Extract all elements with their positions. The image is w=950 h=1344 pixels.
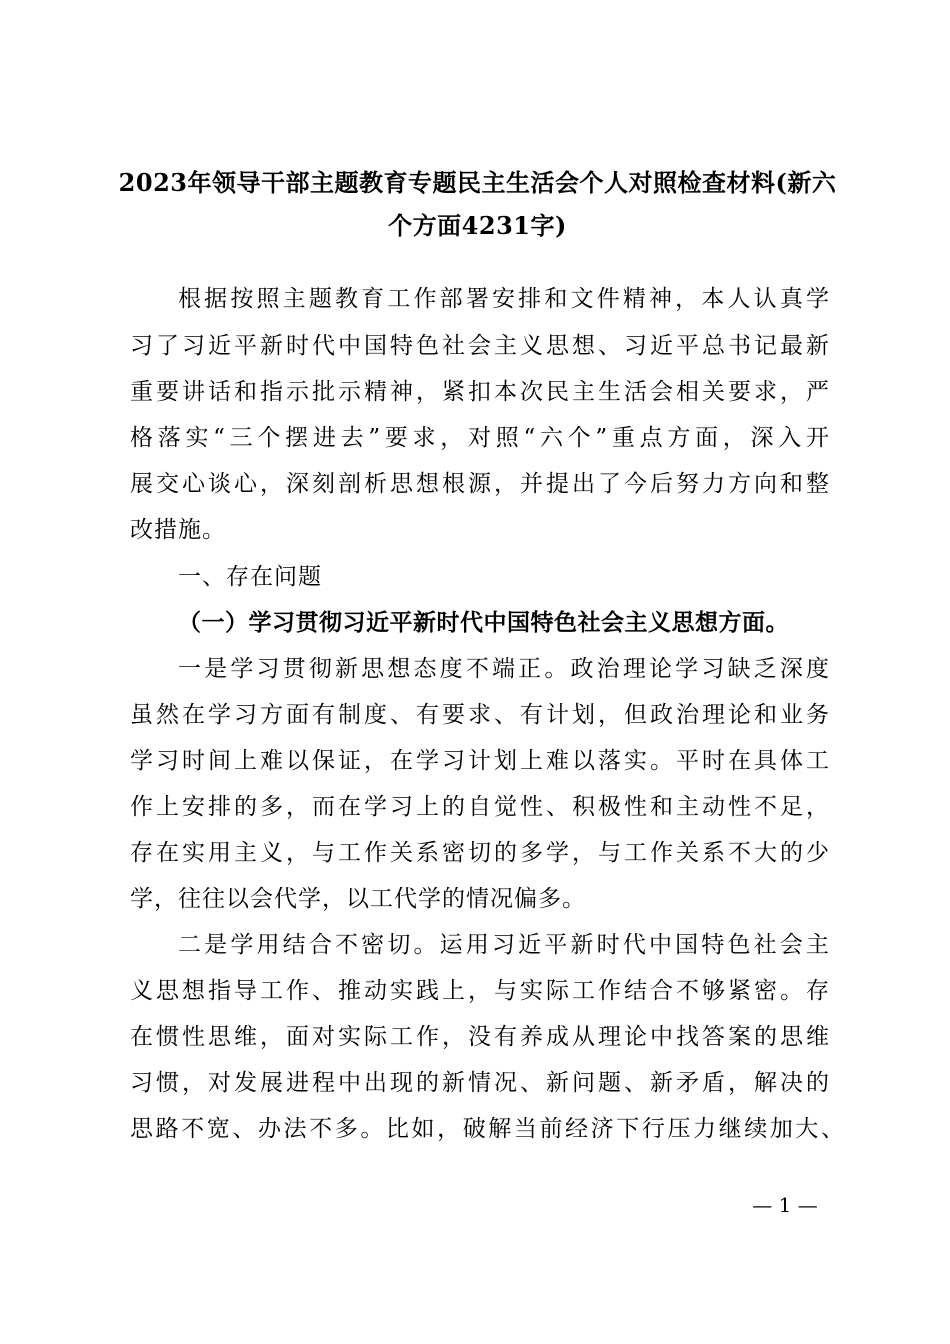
subsection-heading: （一）学习贯彻习近平新时代中国特色社会主义思想方面。	[178, 609, 789, 636]
page-number: — 1 —	[752, 1193, 818, 1217]
intro-line: 展交心谈心，深刻剖析思想根源，并提出了今后努力方向和整	[130, 471, 830, 497]
paragraph-line: 思路不宽、办法不多。比如，破解当前经济下行压力继续加大、	[130, 1116, 845, 1142]
intro-line: 改措施。	[130, 517, 226, 543]
paragraph-line: 义思想指导工作、推动实践上，与实际工作结合不够紧密。存	[130, 978, 830, 1004]
intro-line: 格落实“三个摆进去”要求，对照“六个”重点方面，深入开	[130, 425, 830, 451]
intro-line: 根据按照主题教育工作部署安排和文件精神，本人认真学	[178, 286, 830, 312]
paragraph-line: 存在实用主义，与工作关系密切的多学，与工作关系不大的少	[130, 840, 830, 866]
intro-line: 重要讲话和指示批示精神，紧扣本次民主生活会相关要求，严	[130, 379, 830, 405]
paragraph-line: 一是学习贯彻新思想态度不端正。政治理论学习缺乏深度	[178, 656, 830, 682]
paragraph-line: 学习时间上难以保证，在学习计划上难以落实。平时在具体工	[130, 748, 830, 774]
paragraph-line: 在惯性思维，面对实际工作，没有养成从理论中找答案的思维	[130, 1024, 830, 1050]
paragraph-line: 二是学用结合不密切。运用习近平新时代中国特色社会主	[178, 932, 830, 958]
intro-line: 习了习近平新时代中国特色社会主义思想、习近平总书记最新	[130, 333, 830, 359]
section-heading: 一、存在问题	[178, 564, 322, 590]
paragraph-line: 作上安排的多，而在学习上的自觉性、积极性和主动性不足，	[130, 794, 830, 820]
paragraph-line: 学，往往以会代学，以工代学的情况偏多。	[130, 886, 586, 912]
paragraph-line: 虽然在学习方面有制度、有要求、有计划，但政治理论和业务	[130, 702, 830, 728]
paragraph-line: 习惯，对发展进程中出现的新情况、新问题、新矛盾，解决的	[130, 1070, 830, 1096]
document-title-line-2: 个方面4231字)	[388, 211, 567, 240]
document-title-line-1: 2023年领导干部主题教育专题民主生活会个人对照检查材料(新六	[118, 168, 837, 197]
